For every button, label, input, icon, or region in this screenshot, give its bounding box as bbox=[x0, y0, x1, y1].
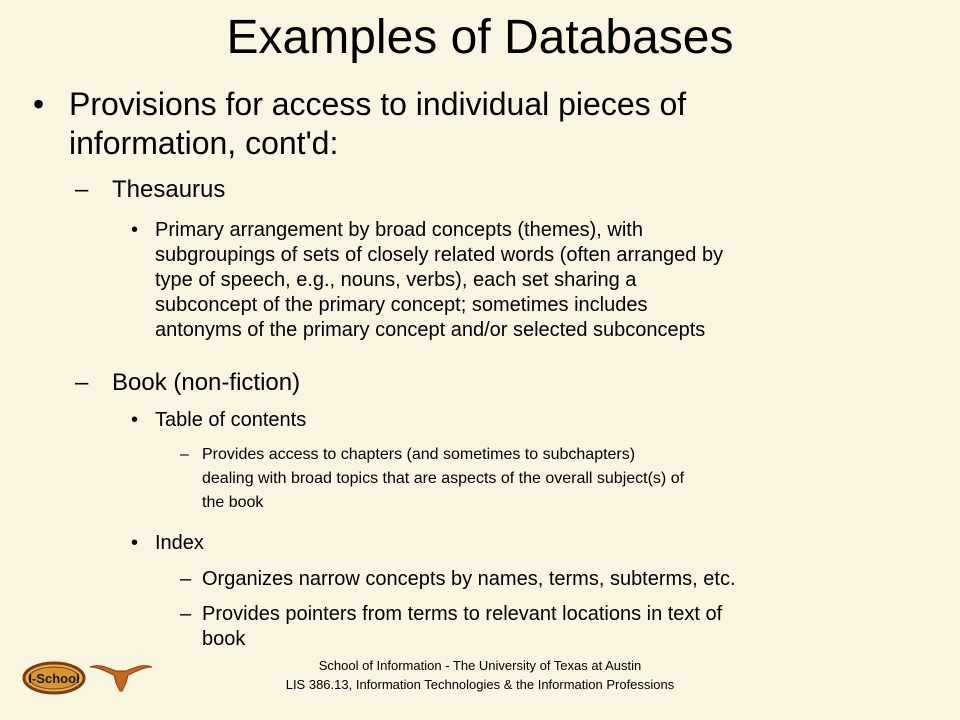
index-item-line: book bbox=[202, 628, 246, 650]
thesaurus-desc-line: subconcept of the primary concept; sometimes includes bbox=[155, 294, 648, 316]
thesaurus-desc-line: subgroupings of sets of closely related words (often arranged by bbox=[155, 244, 724, 266]
dash-marker: – bbox=[180, 603, 192, 625]
subheading-book: Book (non-fiction) bbox=[112, 369, 301, 396]
thesaurus-desc-line: Primary arrangement by broad concepts (themes), with bbox=[155, 219, 643, 241]
subheading-thesaurus: Thesaurus bbox=[112, 176, 226, 203]
footer-line-1: School of Information - The University of Texas at Austin bbox=[318, 658, 642, 673]
thesaurus-desc-line: antonyms of the primary concept and/or selected subconcepts bbox=[155, 319, 706, 341]
bullet-marker: • bbox=[131, 219, 139, 241]
bullet-marker: • bbox=[131, 532, 139, 554]
dash-marker: – bbox=[180, 446, 189, 463]
index-item-line: Organizes narrow concepts by names, terms, subterms, etc. bbox=[202, 568, 736, 590]
bullet-text-line: information, cont'd: bbox=[69, 125, 339, 161]
bullet-marker: • bbox=[33, 86, 45, 122]
ischool-logo-text: I-School bbox=[28, 671, 80, 686]
slide-title: Examples of Databases bbox=[226, 11, 734, 64]
footer bbox=[0, 656, 960, 694]
toc-desc-line: dealing with broad topics that are aspects of the overall subject(s) of bbox=[202, 470, 685, 487]
bullet-marker: • bbox=[131, 409, 139, 431]
dash-marker: – bbox=[75, 369, 89, 396]
index-item-line: Provides pointers from terms to relevant locations in text of bbox=[202, 603, 723, 625]
dash-marker: – bbox=[75, 176, 89, 203]
toc-desc-line: the book bbox=[202, 494, 264, 511]
toc-desc-line: Provides access to chapters (and sometimes to subchapters) bbox=[202, 446, 636, 463]
thesaurus-desc-line: type of speech, e.g., nouns, verbs), each set sharing a bbox=[155, 269, 637, 291]
dash-marker: – bbox=[180, 568, 192, 590]
index-label: Index bbox=[155, 532, 204, 554]
toc-label: Table of contents bbox=[155, 409, 307, 431]
bullet-text-line: Provisions for access to individual pieces of bbox=[69, 86, 687, 122]
footer-line-2: LIS 386.13, Information Technologies & the Information Professions bbox=[285, 677, 675, 692]
